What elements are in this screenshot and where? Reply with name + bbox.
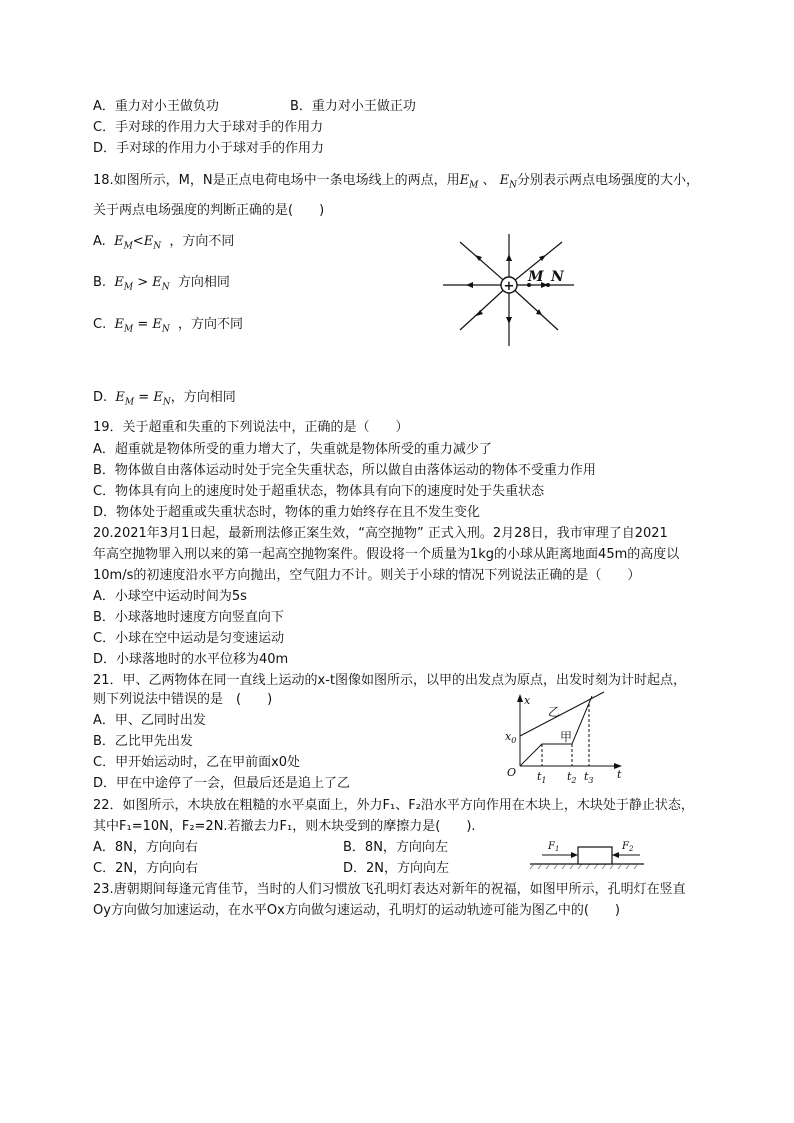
- q18-d-em-sub: M: [124, 397, 135, 408]
- q18-option-c: [93, 315, 243, 340]
- q21-option-a: A．甲、乙同时出发: [93, 713, 206, 728]
- q21-axis-x: x: [524, 694, 531, 707]
- q18-stem-text-a: 18.如图所示，M，N是正点电荷电场中一条电场线上的两点，用: [93, 173, 460, 188]
- q21-stem-line1: 21．甲、乙两物体在同一直线上运动的x-t图像如图所示，以甲的出发点为原点，出发时刻为计时起点，: [93, 673, 687, 688]
- q18-separator: 、: [478, 173, 500, 188]
- q22-f2-letter: F: [622, 841, 629, 852]
- q20-option-c: C．小球在空中运动是匀变速运动: [93, 631, 285, 646]
- q21-option-c: C．甲开始运动时，乙在甲前面x0处: [93, 755, 301, 770]
- q22-option-a: A．8N，方向向右: [93, 840, 198, 855]
- q21-t3-sub: 3: [588, 776, 594, 785]
- q23-stem-line1: 23.唐朝期间每逢元宵佳节，当时的人们习惯放飞孔明灯表达对新年的祝福，如图甲所示，孔明灯在竖直: [93, 882, 686, 897]
- q21-t2-sub: 2: [571, 776, 577, 785]
- q18-a-em-sub: M: [123, 241, 133, 252]
- q18-option-c-text: ，方向不同: [178, 317, 244, 332]
- q22-option-b: B．8N，方向向左: [343, 840, 448, 855]
- q18-c-em-sub: M: [123, 324, 134, 335]
- q22-f2-label: [621, 841, 634, 853]
- q21-option-b: B．乙比甲先出发: [93, 734, 193, 749]
- point-n-dot: [546, 283, 550, 287]
- q21-x0-sub: 0: [511, 736, 517, 745]
- q20-option-b: B．小球落地时速度方向竖直向下: [93, 610, 284, 625]
- q21-stem-line2: 则下列说法中错误的是 ( ): [93, 692, 273, 707]
- q17-option-c: C．手对球的作用力大于球对手的作用力: [93, 120, 324, 135]
- q18-em-sub: M: [469, 180, 479, 191]
- q18-b-relation: >: [137, 275, 149, 290]
- q18-em-letter: E: [459, 173, 470, 188]
- q22-f2-sub: 2: [628, 845, 634, 853]
- q21-x0-label: [505, 730, 516, 745]
- q20-option-a: A．小球空中运动时间为5s: [93, 589, 247, 604]
- q18-a-relation: <: [132, 234, 144, 249]
- q18-option-d-label: D.: [93, 390, 108, 405]
- q18-a-em: E: [114, 234, 124, 249]
- q18-b-em: E: [114, 275, 124, 290]
- wooden-block: [578, 847, 612, 864]
- q22-f1-label: [547, 841, 559, 853]
- q18-option-b-text: 方向相同: [177, 275, 230, 290]
- q21-label-jia: 甲: [560, 730, 573, 744]
- q18-b-en: E: [152, 275, 162, 290]
- q18-d-relation: =: [138, 390, 150, 405]
- q18-symbol-en: [499, 173, 517, 191]
- q18-option-d: [93, 388, 236, 413]
- q18-b-em-sub: M: [123, 282, 134, 293]
- q21-t3-letter: t: [584, 770, 589, 783]
- q18-charge-sign: +: [503, 279, 515, 294]
- q21-xt-graph: [500, 690, 625, 786]
- q18-b-en-sub: N: [161, 282, 170, 293]
- q17-option-d: D．手对球的作用力小于球对手的作用力: [93, 141, 325, 156]
- q21-t2-label: [567, 770, 577, 785]
- q18-option-a-text: ，方向不同: [169, 234, 235, 249]
- q18-option-b-label: B.: [93, 275, 107, 290]
- field-line-down-left: [460, 285, 509, 330]
- q23-stem-line2: Oy方向做匀加速运动，在水平Ox方向做匀速运动，孔明灯的运动轨迹可能为图乙中的( ): [93, 903, 620, 918]
- q18-c-en: E: [152, 317, 162, 332]
- q18-symbol-em: [459, 173, 479, 191]
- q22-f1-letter: F: [548, 841, 555, 852]
- field-line-down-right: [509, 285, 558, 330]
- q21-axis-t: t: [617, 768, 622, 781]
- q19-option-c: C．物体具有向上的速度时处于超重状态，物体具有向下的速度时处于失重状态: [93, 484, 545, 499]
- q19-option-d: D．物体处于超重或失重状态时，物体的重力始终存在且不发生变化: [93, 505, 481, 520]
- q22-stem-line1: 22．如图所示，木块放在粗糙的水平桌面上，外力F₁、F₂沿水平方向作用在木块上，木块处于静止状态，: [93, 798, 694, 813]
- q22-stem-line2: 其中F₁=10N，F₂=2N.若撤去力F₁，则木块受到的摩擦力是( ).: [93, 819, 476, 834]
- q21-option-d: D．甲在中途停了一会，但最后还是追上了乙: [93, 776, 351, 791]
- q18-label-n: N: [551, 269, 564, 285]
- q21-label-yi: 乙: [548, 705, 561, 719]
- q18-option-c-label: C.: [93, 317, 107, 332]
- q20-stem-line3: 10m/s的初速度沿水平方向抛出，空气阻力不计。则关于小球的情况下列说法正确的是（ ）: [93, 568, 641, 583]
- q18-c-relation: =: [137, 317, 149, 332]
- q18-d-en-sub: N: [162, 397, 171, 408]
- q18-stem-line1: [93, 171, 699, 196]
- x-axis-arrow: [517, 694, 523, 702]
- table-hatching: [530, 864, 638, 869]
- q19-stem: 19．关于超重和失重的下列说法中，正确的是（ ）: [93, 420, 409, 435]
- q18-stem-line2: 关于两点电场强度的判断正确的是( ): [93, 203, 325, 218]
- q18-en-letter: E: [499, 173, 510, 188]
- q21-t3-label: [584, 770, 594, 785]
- q18-option-a: [93, 232, 234, 257]
- q19-option-a: A．超重就是物体所受的重力增大了，失重就是物体所受的重力减少了: [93, 442, 492, 457]
- q18-c-em: E: [114, 317, 124, 332]
- q20-stem-line1: 20.2021年3月1日起，最新刑法修正案生效，“高空抛物” 正式入刑。2月28日，我市审理了自2021: [93, 526, 668, 541]
- q18-a-en-sub: N: [153, 241, 162, 252]
- q18-a-en: E: [143, 234, 154, 249]
- q21-t1-label: [537, 770, 547, 785]
- q18-option-d-text: ，方向相同: [170, 390, 236, 405]
- q18-option-a-label: A.: [93, 234, 106, 249]
- q22-option-c: C．2N，方向向右: [93, 861, 199, 876]
- q21-t1-sub: 1: [541, 776, 547, 785]
- q18-d-em: E: [115, 390, 125, 405]
- q18-en-sub: N: [509, 180, 517, 191]
- q21-t1-letter: t: [537, 770, 542, 783]
- field-line-up-left: [460, 242, 509, 285]
- q17-option-a: A．重力对小王做负功: [93, 99, 219, 114]
- q19-option-b: B．物体做自由落体运动时处于完全失重状态，所以做自由落体运动的物体不受重力作用: [93, 463, 596, 478]
- q22-f1-sub: 1: [554, 845, 560, 853]
- q18-c-en-sub: N: [161, 324, 170, 335]
- q21-x0-letter: x: [505, 730, 512, 743]
- q21-t2-letter: t: [567, 770, 572, 783]
- q21-origin: O: [507, 766, 517, 779]
- q18-label-m: M: [528, 269, 544, 285]
- q22-option-d: D．2N，方向向左: [343, 861, 450, 876]
- q17-option-b: B．重力对小王做正功: [290, 99, 416, 114]
- q18-d-en: E: [153, 390, 163, 405]
- q18-field-line-figure: [438, 230, 578, 350]
- q18-option-b: [93, 273, 230, 298]
- q20-stem-line2: 年高空抛物罪入刑以来的第一起高空抛物案件。假设将一个质量为1kg的小球从距离地面45m的高度以: [93, 547, 680, 562]
- q18-stem-text-b: 分别表示两点电场强度的大小，: [516, 173, 699, 188]
- q20-option-d: D．小球落地时的水平位移为40m: [93, 652, 289, 667]
- q22-block-figure: [528, 836, 646, 872]
